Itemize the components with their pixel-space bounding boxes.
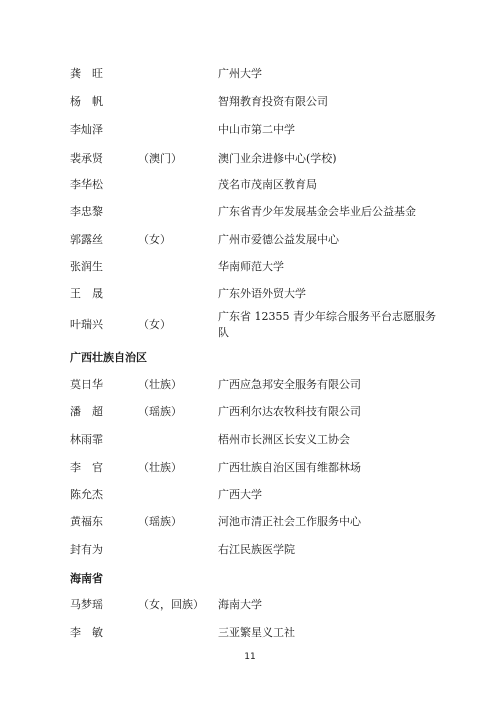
person-note: （瑶族） — [138, 405, 182, 418]
person-organization: 广东外语外贸大学 — [218, 287, 306, 300]
person-note: （澳门） — [138, 152, 182, 165]
person-organization: 广东省 12355 青少年综合服务平台志愿服务队 — [218, 310, 436, 339]
person-organization: 广西利尔达农牧科技有限公司 — [218, 405, 361, 418]
person-name: 莫日华 — [70, 378, 103, 391]
person-organization: 澳门业余进修中心(学校) — [218, 152, 337, 165]
section-heading-hainan: 海南省 — [70, 572, 103, 585]
person-organization: 海南大学 — [218, 598, 262, 611]
page-number: 11 — [244, 652, 256, 662]
person-organization: 河池市清正社会工作服务中心 — [218, 515, 361, 528]
person-note: （女） — [138, 233, 171, 246]
person-organization: 广州市爱德公益发展中心 — [218, 233, 339, 246]
person-organization: 梧州市长洲区长安义工协会 — [218, 433, 350, 446]
person-name: 李忠黎 — [70, 205, 103, 218]
person-organization: 广西大学 — [218, 488, 262, 501]
person-name: 潘 超 — [70, 405, 103, 418]
person-name: 张润生 — [70, 260, 103, 273]
person-name: 李华松 — [70, 178, 103, 191]
person-organization: 广西应急邦安全服务有限公司 — [218, 378, 361, 391]
person-organization: 华南师范大学 — [218, 260, 284, 273]
person-name: 杨 帆 — [70, 95, 103, 108]
person-name: 王 晟 — [70, 287, 103, 300]
person-organization: 三亚繁星义工社 — [218, 626, 295, 639]
person-name: 郭露丝 — [70, 233, 103, 246]
person-name: 裴承贤 — [70, 152, 103, 165]
person-name: 李 敏 — [70, 626, 103, 639]
person-organization: 茂名市茂南区教育局 — [218, 178, 317, 191]
person-organization: 中山市第二中学 — [218, 123, 295, 136]
person-name: 黄福东 — [70, 515, 103, 528]
person-note: （壮族） — [138, 378, 182, 391]
person-note: （女，回族） — [138, 598, 204, 611]
person-organization: 智翔教育投资有限公司 — [218, 95, 328, 108]
person-organization: 右江民族医学院 — [218, 543, 295, 556]
person-note: （瑶族） — [138, 515, 182, 528]
person-name: 李 官 — [70, 461, 103, 474]
person-name: 林雨霏 — [70, 433, 103, 446]
person-name: 陈允杰 — [70, 488, 103, 501]
section-heading-guangxi: 广西壮族自治区 — [70, 351, 147, 364]
person-organization: 广州大学 — [218, 67, 262, 80]
person-name: 马梦瑶 — [70, 598, 103, 611]
person-note: （壮族） — [138, 461, 182, 474]
person-name: 龚 旺 — [70, 67, 103, 80]
person-note: （女） — [138, 318, 171, 331]
person-organization: 广西壮族自治区国有维都林场 — [218, 461, 361, 474]
person-name: 李灿泽 — [70, 123, 103, 136]
person-name: 封有为 — [70, 543, 103, 556]
person-organization: 广东省青少年发展基金会毕业后公益基金 — [218, 205, 416, 218]
person-name: 叶瑞兴 — [70, 318, 103, 331]
